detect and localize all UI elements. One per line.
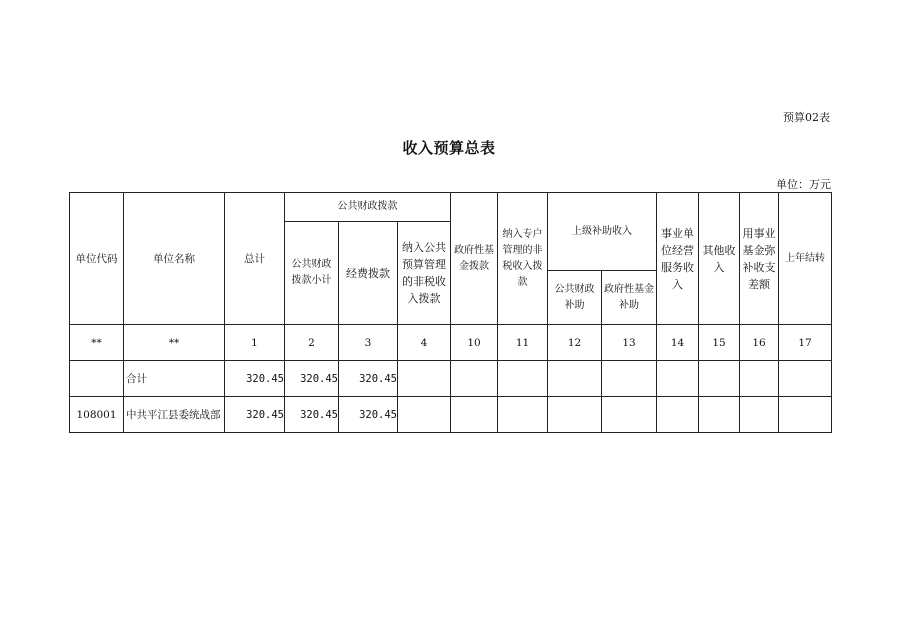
total-cell: 320.45: [225, 397, 285, 433]
unit-code-cell: 108001: [70, 397, 124, 433]
header-public-fiscal: 公共财政拨款: [285, 193, 451, 222]
index-cell: 13: [602, 325, 657, 361]
table-row: [70, 361, 832, 397]
index-cell: 2: [285, 325, 339, 361]
empty-cell: [548, 361, 602, 397]
header-non-tax-in-budget: 纳入公共预算管理的非税收入拨款: [398, 222, 451, 325]
header-prior-year-carryover: 上年结转: [779, 193, 832, 325]
header-superior-public-fiscal: 公共财政补助: [548, 271, 602, 325]
total-cell: 320.45: [225, 361, 285, 397]
index-cell: 14: [657, 325, 699, 361]
index-cell: 12: [548, 325, 602, 361]
empty-cell: [548, 397, 602, 433]
unit-name-cell: 合计: [124, 361, 225, 397]
index-cell: 17: [779, 325, 832, 361]
empty-cell: [657, 361, 699, 397]
empty-cell: [498, 361, 548, 397]
index-cell: **: [124, 325, 225, 361]
index-row: [70, 325, 832, 361]
empty-cell: [451, 397, 498, 433]
subtotal-cell: 320.45: [285, 361, 339, 397]
header-fund-offset: 用事业基金弥补收支差额: [740, 193, 779, 325]
header-total: 总计: [225, 193, 285, 325]
index-cell: 3: [339, 325, 398, 361]
empty-cell: [699, 397, 740, 433]
empty-cell: [779, 397, 832, 433]
page-title: 收入预算总表: [402, 139, 496, 157]
index-cell: 10: [451, 325, 498, 361]
empty-cell: [699, 361, 740, 397]
empty-cell: [398, 397, 451, 433]
header-special-non-tax: 纳入专户管理的非税收入拨款: [498, 193, 548, 325]
unit-label: 单位：万元: [776, 178, 831, 191]
unit-code-cell: [70, 361, 124, 397]
empty-cell: [602, 397, 657, 433]
operating-funds-cell: 320.45: [339, 361, 398, 397]
index-cell: 1: [225, 325, 285, 361]
header-public-fiscal-subtotal: 公共财政拨款小计: [285, 222, 339, 325]
index-cell: 16: [740, 325, 779, 361]
header-unit-code: 单位代码: [70, 193, 124, 325]
table-row: [70, 397, 832, 433]
empty-cell: [740, 361, 779, 397]
index-cell: 11: [498, 325, 548, 361]
header-superior-subsidy: 上级补助收入: [548, 193, 657, 271]
empty-cell: [779, 361, 832, 397]
index-cell: 4: [398, 325, 451, 361]
empty-cell: [602, 361, 657, 397]
form-number: 预算02表: [783, 111, 830, 124]
header-unit-name: 单位名称: [124, 193, 225, 325]
unit-name-cell: 中共平江县委统战部: [124, 397, 225, 433]
header-other-income: 其他收入: [699, 193, 740, 325]
empty-cell: [398, 361, 451, 397]
empty-cell: [657, 397, 699, 433]
empty-cell: [498, 397, 548, 433]
index-cell: 15: [699, 325, 740, 361]
empty-cell: [451, 361, 498, 397]
header-business-service: 事业单位经营服务收入: [657, 193, 699, 325]
operating-funds-cell: 320.45: [339, 397, 398, 433]
header-operating-funds: 经费拨款: [339, 222, 398, 325]
subtotal-cell: 320.45: [285, 397, 339, 433]
header-superior-gov-fund: 政府性基金补助: [602, 271, 657, 325]
header-gov-fund: 政府性基金拨款: [451, 193, 498, 325]
income-budget-table: [69, 192, 832, 433]
empty-cell: [740, 397, 779, 433]
index-cell: **: [70, 325, 124, 361]
